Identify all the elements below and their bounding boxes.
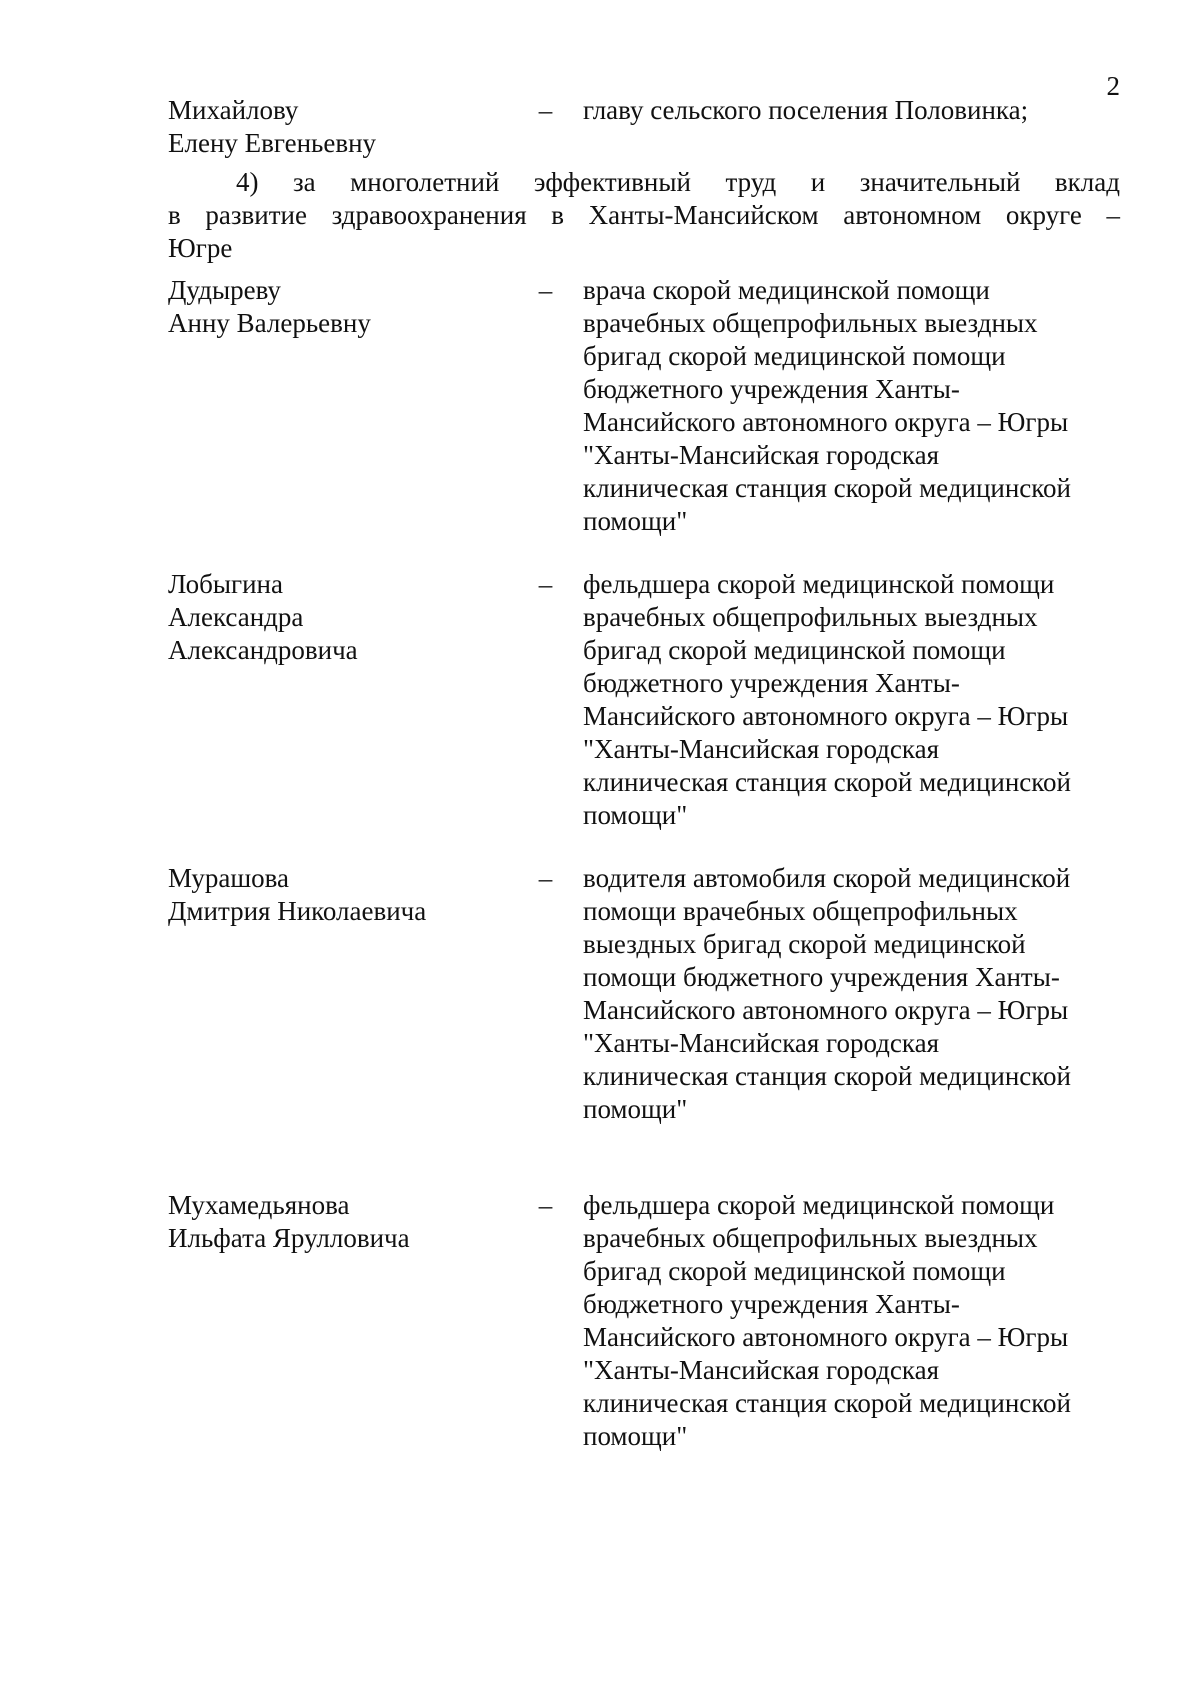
page-number: 2 <box>1106 71 1120 101</box>
position-line: помощи врачебных общепрофильных <box>583 896 1018 926</box>
position-line: помощи бюджетного учреждения Ханты- <box>583 962 1060 992</box>
paragraph-line: Югре <box>168 233 233 263</box>
position-line: бригад скорой медицинской помощи <box>583 341 1006 371</box>
name-line: Елену Евгеньевну <box>168 128 377 158</box>
position-line: Мансийского автономного округа – Югры <box>583 407 1069 437</box>
position-line: "Ханты-Мансийская городская <box>583 734 940 764</box>
position-line: бюджетного учреждения Ханты- <box>583 374 960 404</box>
person-name <box>168 94 528 160</box>
position-line: Мансийского автономного округа – Югры <box>583 995 1069 1025</box>
position-line: врачебных общепрофильных выездных <box>583 602 1038 632</box>
award-paragraph <box>168 166 1120 265</box>
dash-separator: – <box>538 95 553 125</box>
person-position <box>583 94 1128 127</box>
position-line: клиническая станция скорой медицинской <box>583 767 1071 797</box>
position-line: помощи" <box>583 800 688 830</box>
paragraph-line: 4) за многолетний эффективный труд и значительный вклад <box>236 167 1120 197</box>
paragraph-line: в развитие здравоохранения в Ханты-Мансийском автономном округе – <box>168 200 1120 230</box>
position-line: бригад скорой медицинской помощи <box>583 635 1006 665</box>
name-line: Александра <box>168 602 304 632</box>
dash-separator: – <box>538 1190 553 1220</box>
position-line: врачебных общепрофильных выездных <box>583 308 1038 338</box>
position-line: клиническая станция скорой медицинской <box>583 1388 1071 1418</box>
person-name <box>168 862 528 928</box>
position-line: "Ханты-Мансийская городская <box>583 440 940 470</box>
position-line: Мансийского автономного округа – Югры <box>583 1322 1069 1352</box>
person-position <box>583 274 1128 538</box>
name-line: Лобыгина <box>168 569 283 599</box>
position-line: фельдшера скорой медицинской помощи <box>583 569 1055 599</box>
person-name <box>168 274 528 340</box>
position-line: помощи" <box>583 1421 688 1451</box>
name-line: Дудыреву <box>168 275 281 305</box>
position-line: "Ханты-Мансийская городская <box>583 1355 940 1385</box>
position-line: бюджетного учреждения Ханты- <box>583 1289 960 1319</box>
position-line: главу сельского поселения Половинка; <box>583 95 1029 125</box>
name-line: Дмитрия Николаевича <box>168 896 427 926</box>
position-line: фельдшера скорой медицинской помощи <box>583 1190 1055 1220</box>
name-line: Михайлову <box>168 95 299 125</box>
position-line: врачебных общепрофильных выездных <box>583 1223 1038 1253</box>
person-name <box>168 1189 528 1255</box>
position-line: выездных бригад скорой медицинской <box>583 929 1026 959</box>
position-line: помощи" <box>583 1094 688 1124</box>
person-position <box>583 862 1128 1126</box>
position-line: водителя автомобиля скорой медицинской <box>583 863 1071 893</box>
position-line: Мансийского автономного округа – Югры <box>583 701 1069 731</box>
dash-separator: – <box>538 569 553 599</box>
name-line: Мурашова <box>168 863 289 893</box>
position-line: "Ханты-Мансийская городская <box>583 1028 940 1058</box>
person-name <box>168 568 528 667</box>
position-line: бюджетного учреждения Ханты- <box>583 668 960 698</box>
position-line: клиническая станция скорой медицинской <box>583 473 1071 503</box>
name-line: Ильфата Ярулловича <box>168 1223 410 1253</box>
position-line: помощи" <box>583 506 688 536</box>
name-line: Александровича <box>168 635 358 665</box>
position-line: клиническая станция скорой медицинской <box>583 1061 1071 1091</box>
position-line: бригад скорой медицинской помощи <box>583 1256 1006 1286</box>
name-line: Мухамедьянова <box>168 1190 350 1220</box>
dash-separator: – <box>538 863 553 893</box>
dash-separator: – <box>538 275 553 305</box>
name-line: Анну Валерьевну <box>168 308 371 338</box>
person-position <box>583 568 1128 832</box>
person-position <box>583 1189 1128 1453</box>
position-line: врача скорой медицинской помощи <box>583 275 990 305</box>
